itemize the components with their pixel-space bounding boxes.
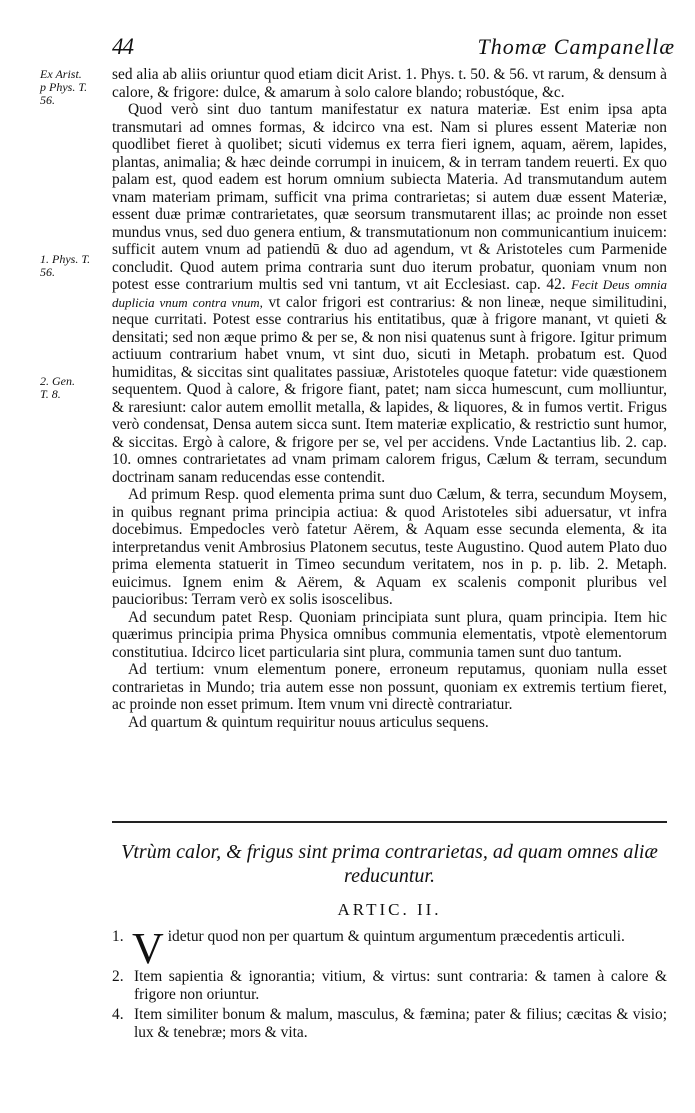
main-text — [112, 66, 667, 731]
section-divider — [112, 821, 667, 823]
item-number: 1. — [112, 928, 124, 945]
margin-note-line: T. 8. — [40, 387, 61, 401]
margin-note-3 — [40, 375, 112, 401]
paragraph-text: vt calor frigori est contrarius: & non lineæ, neque similitudini, neque curritati. Potest esse contrarius his entitatibus, quæ à frigore manant, vt quieti & densitati; sed non æque primo & per se, & non nisi quatenus sunt à frigore. Igitur primum actiuum contrarium habet vnum, vt sint duo, sicuti in Metaph. probatum est. Quod humiditas, & siccitas sint qualitates passiuæ, Aristoteles quoque fatetur: vide quæstionem sequentem. Quod à calore, & frigore fiant, patet; nam sicca humescunt, cum molliuntur, & raresiunt: calor autem emollit metalla, & lapides, & liquores, & in fumos vertit. Frigus verò condensat, Densa autem sicca sunt. Item materiæ explicatio, & restrictio sunt humor, & siccitas. Ergò à calore, & frigore per se, vel per accidens. Vnde Lactantius lib. 2. cap. 10. omnes contrarietates ad vnam primam calorem frigus, Cælum & terram, secundum doctrinam sanam reducendas esse contendit. — [112, 293, 667, 486]
item-text: Item similiter bonum & malum, masculus, & fæmina; pater & filius; cæcitas & visio; lux & tenebræ; mors & vita. — [134, 1006, 667, 1041]
paragraph: Ad tertium: vnum elementum ponere, erroneum reputamus, quoniam nulla esset contrarietas in Mundo; tria autem esse non possunt, quoniam ex extremis tertium fieret, ac proinde non esset primum. Item vnum vni directè contrariatur. — [112, 661, 667, 713]
item-number: 4. — [112, 1006, 124, 1023]
margin-note-2 — [40, 253, 112, 279]
paragraph: Ad secundum patet Resp. Quoniam principiata sunt plura, quam principia. Item hic quærimus principia prima Physica omnibus communia elementatis, vtpotè elementorum constitutiua. Idcirco licet particularia sint plura, communia tamen sunt duo tantum. — [112, 608, 667, 661]
item-number: 2. — [112, 968, 124, 985]
article-body — [112, 924, 667, 1044]
paragraph — [112, 101, 667, 486]
paragraph: Ad primum Resp. quod elementa prima sunt duo Cælum, & terra, secundum Moysem, in quibus regnant prima principia actiua: & quod Aristoteles sibi aduersatur, vt infra docebimus. Empedocles verò fatetur Aërem, & Aquam esse secunda elementa, & ita interpretandus venit Ambrosius Platonem secutus, teste Augustino. Quod autem Plato duo prima elementa statuerit in Timeo secundum veritatem, nos in p. p. lib. 2. Metaph. euicimus. Ignem enim & Aërem, & Aquam ex scalenis componit pluribus vel paucioribus: Terram verò ex solis isoscelibus. — [112, 486, 667, 608]
paragraph: Ad quartum & quintum requiritur nouus articulus sequens. — [128, 713, 489, 731]
margin-note-1 — [40, 68, 112, 107]
running-title: Thomæ Campanellæ — [477, 34, 675, 59]
margin-note-line: p Phys. T. — [40, 80, 88, 94]
margin-note-line: Ex Arist. — [40, 67, 82, 81]
article-number: ARTIC. II. — [337, 900, 442, 919]
list-item — [112, 924, 667, 973]
drop-cap: V — [132, 924, 164, 973]
page-header — [112, 34, 675, 64]
paragraph: sed alia ab aliis oriuntur quod etiam dicit Arist. 1. Phys. t. 50. & 56. vt rarum, & densum à calore, & frigore: dulce, & amarum à solo calore blando; robustóque, &c. — [112, 66, 667, 101]
paragraph-text: Quod verò sint duo tantum manifestatur ex natura materiæ. Est enim ipsa apta transmutari ad omnes formas, & idcirco vna est. Nam si plures essent Materiæ non quodlibet fieret à quolibet; sicuti videmus ex terra fieri ignem, aquam, aërem, lapides, plantas, animalia; & hæc deinde corrumpi in inuicem, & in terram tandem reuerti. Ex quo palam est, quod eadem est horum omnium subiecta Materia. Ad transmutandum autem vnam materiam primam, sufficit vna prima contrarietas; si autem duæ essent Materiæ, essent duæ primæ contrarietates, quæ seorsum transmutarent illas; ac proinde non esset mundus vnus, sed duo genera entium, & transmutationum non communicantium inuicem: sufficit autem vnum ad patiendū & duo ad agendum, vt & Aristoteles cum Parmenide concludit. Quod autem prima contraria sunt duo iterum probatur, quoniam vnum non potest esse contrarium multis sed vni tantum, vt ait Ecclesiast. cap. 42. — [112, 101, 667, 293]
margin-note-line: 2. Gen. — [40, 374, 75, 388]
scripture-quote: Fecit Deus omnia duplicia vnum contra vnum, — [112, 277, 667, 310]
list-item — [112, 1006, 667, 1041]
margin-note-line: 1. Phys. T. — [40, 252, 91, 266]
article-title: Vtrùm calor, & frigus sint prima contrarietas, ad quam omnes aliæ reducuntur. — [121, 841, 658, 887]
item-text: idetur quod non per quartum & quintum argumentum præcedentis articuli. — [167, 928, 625, 945]
item-text: Item sapientia & ignorantia; vitium, & virtus: sunt contraria: & tamen à calore & frigore non oriuntur. — [134, 968, 667, 1003]
margin-note-line: 56. — [40, 93, 55, 107]
list-item — [112, 968, 667, 1003]
margin-note-line: 56. — [40, 265, 55, 279]
page-number: 44 — [112, 34, 133, 59]
